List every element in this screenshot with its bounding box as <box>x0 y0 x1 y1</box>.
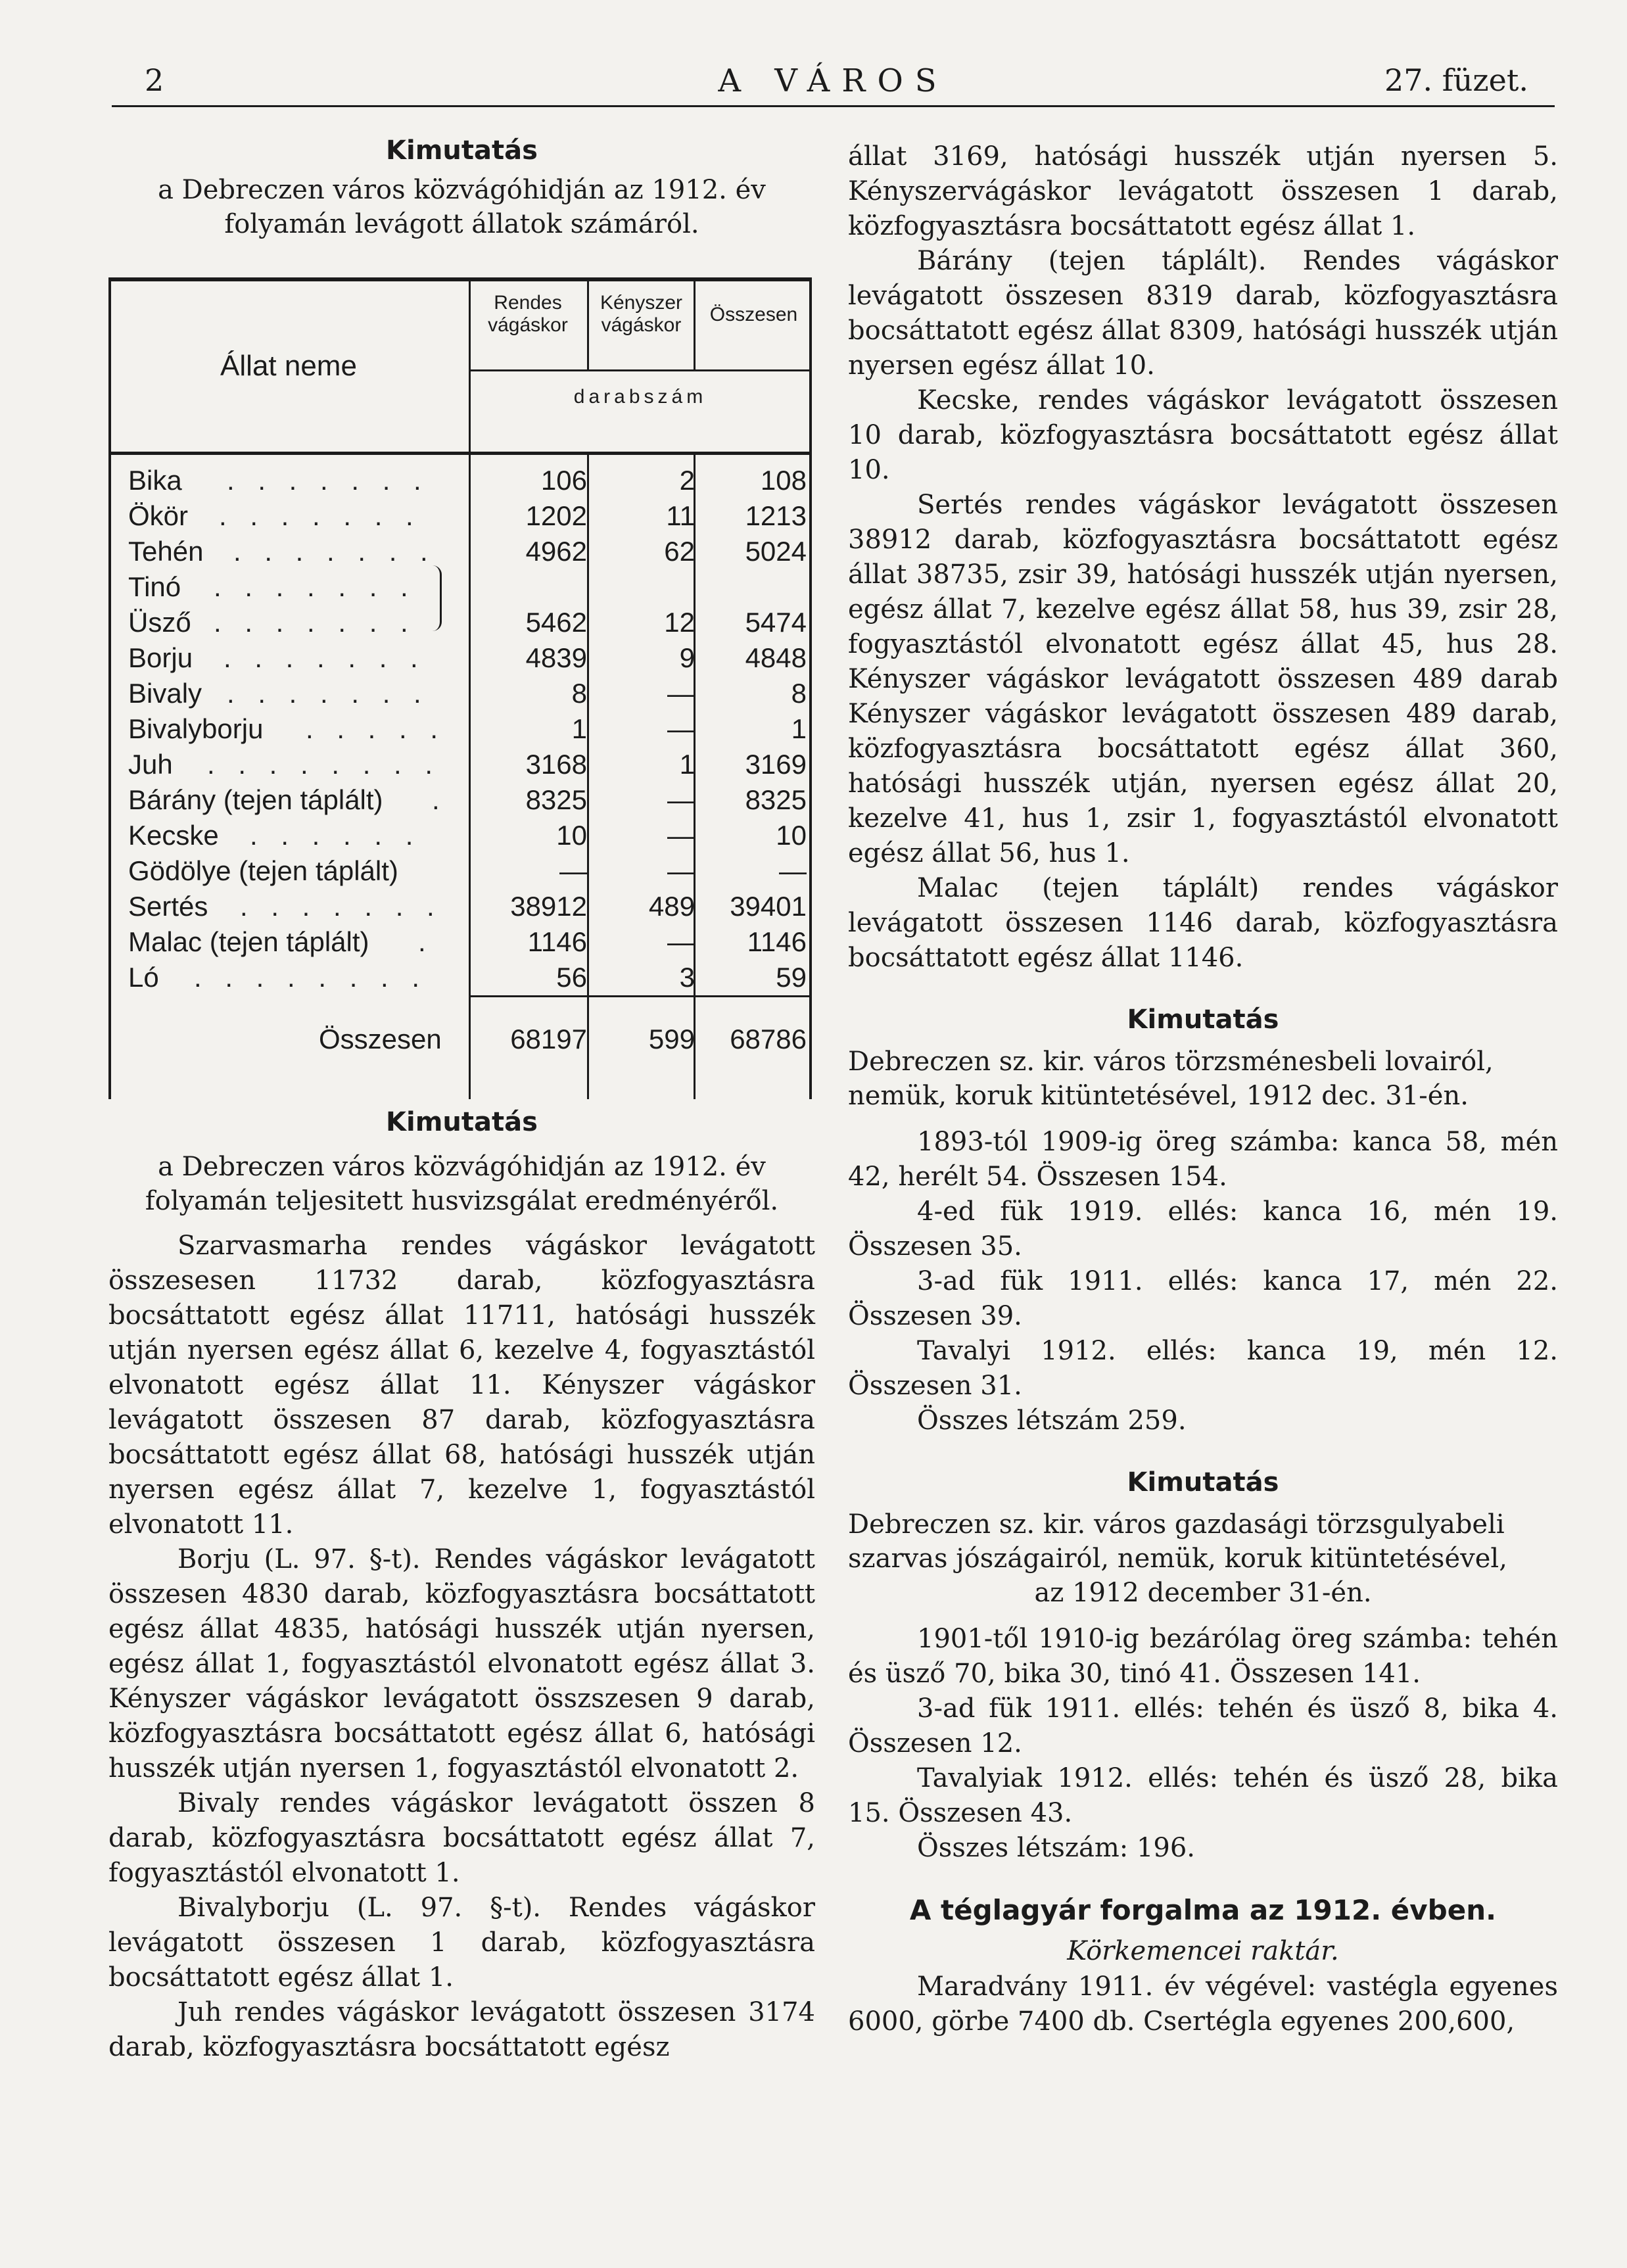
section-heading: Kimutatás <box>386 1107 538 1137</box>
issue-number: 27. füzet. <box>1384 62 1528 98</box>
section-subtitle-line: folyamán levágott állatok számáról. <box>224 209 699 239</box>
row-name: Bika <box>128 465 182 496</box>
table-row <box>108 607 812 644</box>
row-regular: 3168 <box>525 749 587 780</box>
header-rule <box>112 105 1555 107</box>
section-subheading: Körkemencei raktár. <box>1067 1936 1339 1966</box>
row-forced: — <box>667 784 695 815</box>
col-header-line: vágáskor <box>601 314 682 336</box>
row-dots: . . . . . . <box>250 820 421 851</box>
row-total: 8 <box>791 678 807 709</box>
table-row <box>108 855 812 892</box>
table-row <box>108 820 812 857</box>
table-header-rule <box>469 369 812 371</box>
row-dots: . . . . . <box>306 713 446 744</box>
col-header-regular <box>469 292 587 337</box>
row-forced: 1 <box>679 749 695 780</box>
row-name: Kecske <box>128 820 219 851</box>
paragraph: Borju (L. 97. §-t). Rendes vágáskor levágatott összesen 4830 darab, közfogyasztásra bocsáttatott egész állat 4835, hatósági husszék utján nyersen, egész állat 1, fogyasztástól elvonatott egész állat 3. Kényszer vágáskor levágatott összszesen 9 darab, közfogyasztásra bocsáttatott egész állat 6, hatósági husszék utján nyersen 1, fogyasztástól elvonatott 2. <box>108 1544 815 1784</box>
row-total: 39401 <box>730 891 807 922</box>
table-row <box>108 962 812 999</box>
total-regular: 68197 <box>510 1024 587 1054</box>
row-forced: — <box>667 678 695 709</box>
row-total: 108 <box>760 465 807 496</box>
table-row <box>108 500 812 537</box>
row-name: Bivalyborju <box>128 713 264 744</box>
row-dots: . . . . . . . <box>227 678 429 709</box>
row-regular: 1146 <box>527 926 587 957</box>
row-regular: 8325 <box>525 784 587 815</box>
section-heading: Kimutatás <box>1127 1467 1279 1498</box>
row-regular: 10 <box>556 820 587 851</box>
col-header-forced <box>589 292 694 337</box>
slaughter-table <box>108 277 812 1093</box>
list-line: Összes létszám 259. <box>917 1406 1187 1436</box>
row-name: Üsző <box>128 607 191 638</box>
right-column <box>848 131 1558 2039</box>
row-regular: 5462 <box>525 607 587 638</box>
section-subtitle-line: az 1912 december 31-én. <box>1034 1578 1372 1608</box>
row-total: — <box>779 855 807 886</box>
publication-title: A VÁROS <box>718 62 949 99</box>
row-brace <box>431 565 442 631</box>
row-dots: . . . . . . . <box>214 607 416 638</box>
table-row <box>108 642 812 679</box>
row-name: Ló <box>128 962 159 993</box>
row-total: 4848 <box>745 642 807 673</box>
paragraph: állat 3169, hatósági husszék utján nyersen 5. Kényszervágáskor levágatott összesen 1 darab, közfogyasztásra bocsáttatott egész állat 1. <box>848 141 1558 241</box>
row-regular: 4839 <box>525 642 587 673</box>
col-header-animal: Állat neme <box>220 350 357 382</box>
row-forced: 2 <box>679 465 695 496</box>
row-total: 1146 <box>747 926 807 957</box>
row-forced: 62 <box>664 536 695 567</box>
row-forced: 489 <box>648 891 695 922</box>
row-name: Gödölye (tejen táplált) <box>128 855 398 886</box>
row-name: Ökör <box>128 500 189 531</box>
row-forced: 12 <box>664 607 695 638</box>
table-row <box>108 465 812 502</box>
row-forced: — <box>667 713 695 744</box>
row-total: 5024 <box>745 536 807 567</box>
list-line: 1893-tól 1909-ig öreg számba: kanca 58, mén 42, herélt 54. Összesen 154. <box>848 1127 1558 1192</box>
table-row <box>108 536 812 573</box>
row-forced: 3 <box>679 962 695 993</box>
row-name: Malac (tejen táplált) <box>128 926 369 957</box>
row-regular: 8 <box>571 678 587 709</box>
row-total: 8325 <box>745 784 807 815</box>
col-header-line: Kényszer <box>600 292 683 314</box>
paragraph: Sertés rendes vágáskor levágatott összesen 38912 darab, közfogyasztásra bocsáttatott egész állat 38735, zsir 39, hatósági husszék utján nyersen, egész állat 7, kezelve egész állat 58, hus 39, zsir 28, fogyasztástól elvonatott egész állat 45, hus 28. Kényszer vágáskor levágatott összesen 489 darab Kényszer vágáskor levágatott összesen 489 darab, közfogyasztásra bocsáttatott egész állat 360, hatósági husszék utján, nyersen egész állat 20, kezelve 41, hus 1, zsir 1, fogyasztástól elvonatott egész állat 56, hus 1. <box>848 490 1558 868</box>
paragraph: Kecske, rendes vágáskor levágatott összesen 10 darab, közfogyasztásra bocsáttatott egész állat 10. <box>848 385 1558 485</box>
list-line: Tavalyi 1912. ellés: kanca 19, mén 12. Összesen 31. <box>848 1336 1558 1401</box>
table-row <box>108 749 812 786</box>
paragraph: Malac (tejen táplált) rendes vágáskor levágatott összesen 1146 darab, közfogyasztásra bocsáttatott egész állat 1146. <box>848 873 1558 973</box>
section-heading: A téglagyár forgalma az 1912. évben. <box>909 1894 1497 1926</box>
row-total: 5474 <box>745 607 807 638</box>
row-name: Sertés <box>128 891 208 922</box>
section-subtitle-line: folyamán teljesitett husvizsgálat eredményéről. <box>145 1186 779 1216</box>
paragraph: Szarvasmarha rendes vágáskor levágatott összesesen 11732 darab, közfogyasztásra bocsáttatott egész állat 11711, hatósági husszék utján nyersen egész állat 6, kezelve 4, fogyasztástól elvonatott egész állat 11. Kényszer vágáskor levágatott összesen 87 darab, közfogyasztásra bocsáttatott egész állat 68, hatósági husszék utján nyersen egész állat 7, kezelve 1, fogyasztástól elvonatott 11. <box>108 1231 815 1540</box>
section-subtitle-line: a Debreczen város közvágóhidján az 1912. év <box>158 175 766 205</box>
row-regular: 1202 <box>525 500 587 531</box>
row-dots: . . . . . . . <box>240 891 442 922</box>
row-name: Juh <box>128 749 173 780</box>
list-line: Összes létszám: 196. <box>917 1833 1196 1863</box>
row-dots: . . . . . . . . <box>194 962 428 993</box>
list-line: 4-ed fük 1919. ellés: kanca 16, mén 19. Összesen 35. <box>848 1196 1558 1262</box>
table-row <box>108 926 812 963</box>
row-dots: . . . . . . . <box>219 500 421 531</box>
left-column <box>108 131 815 2065</box>
table-total-row <box>108 1024 812 1060</box>
table-row <box>108 784 812 821</box>
row-regular: — <box>559 855 587 886</box>
section-subtitle-line: a Debreczen város közvágóhidján az 1912. év <box>158 1152 766 1182</box>
paragraph: Juh rendes vágáskor levágatott összesen 3174 darab, közfogyasztásra bocsáttatott egész <box>108 1997 815 2062</box>
row-forced: — <box>667 820 695 851</box>
col-header-line: Rendes <box>494 292 562 314</box>
row-total: 10 <box>776 820 807 851</box>
row-forced: 9 <box>679 642 695 673</box>
row-dots: . <box>418 926 434 957</box>
page-number: 2 <box>145 62 164 98</box>
col-header-unit: darabszám <box>573 386 707 408</box>
list-line: 3-ad fük 1911. ellés: tehén és üsző 8, bika 4. Összesen 12. <box>848 1693 1558 1759</box>
table-row <box>108 713 812 750</box>
row-name: Borju <box>128 642 193 673</box>
table-top-rule <box>108 277 812 281</box>
list-line: Tavalyiak 1912. ellés: tehén és üsző 28, bika 15. Összesen 43. <box>848 1763 1558 1828</box>
row-dots: . . . . . . . <box>227 465 429 496</box>
row-name: Bivaly <box>128 678 202 709</box>
row-dots: . . . . . . . <box>233 536 436 567</box>
row-total: 59 <box>776 962 807 993</box>
row-regular: 4962 <box>525 536 587 567</box>
row-dots: . <box>432 784 448 815</box>
total-sum: 68786 <box>730 1024 807 1054</box>
table-header-rule <box>108 452 812 455</box>
col-header-total: Összesen <box>709 304 798 325</box>
row-name: Tehén <box>128 536 204 567</box>
row-name: Bárány (tejen táplált) <box>128 784 383 815</box>
paragraph: Bárány (tejen táplált). Rendes vágáskor levágatott összesen 8319 darab, közfogyasztásra bocsáttatott egész állat 8309, hatósági husszék utján nyersen egész állat 10. <box>848 246 1558 381</box>
section-heading: Kimutatás <box>1127 1004 1279 1035</box>
paragraph: Bivalyborju (L. 97. §-t). Rendes vágáskor levágatott összesen 1 darab, közfogyasztásra bocsáttatott egész állat 1. <box>108 1893 815 1993</box>
row-forced: 11 <box>666 500 695 531</box>
paragraph: Bivaly rendes vágáskor levágatott összen 8 darab, közfogyasztásra bocsáttatott egész állat 7, fogyasztástól elvonatott 1. <box>108 1788 815 1888</box>
row-regular: 56 <box>556 962 587 993</box>
col-header-line: vágáskor <box>488 314 568 336</box>
list-line: 1901-től 1910-ig bezárólag öreg számba: tehén és üsző 70, bika 30, tinó 41. Összesen 141. <box>848 1624 1558 1689</box>
paragraph: Maradvány 1911. év végével: vastégla egyenes 6000, görbe 7400 db. Csertégla egyenes 200,600, <box>848 1972 1558 2037</box>
total-forced: 599 <box>648 1024 695 1054</box>
row-forced: — <box>667 926 695 957</box>
running-header <box>112 62 1555 108</box>
row-total: 3169 <box>745 749 807 780</box>
row-total: 1 <box>791 713 807 744</box>
row-regular: 106 <box>540 465 587 496</box>
list-line: 3-ad fük 1911. ellés: kanca 17, mén 22. Összesen 39. <box>848 1266 1558 1331</box>
section-subtitle: Debreczen sz. kir. város törzsménesbeli lovairól, nemük, koruk kitüntetésével, 1912 dec. 31-én. <box>848 1047 1494 1111</box>
row-dots: . . . . . . . . <box>207 749 441 780</box>
table-row <box>108 678 812 715</box>
section-subtitle-line: Debreczen sz. kir. város gazdasági törzsgulyabeli szarvas jószágairól, nemük, koruk kitüntetésével, <box>848 1509 1507 1574</box>
row-regular: 38912 <box>510 891 587 922</box>
row-forced: — <box>667 855 695 886</box>
section-heading: Kimutatás <box>386 135 538 166</box>
row-dots: . . . . . . . <box>214 571 416 602</box>
table-row <box>108 891 812 928</box>
row-name: Tinó <box>128 571 181 602</box>
row-dots: . . . . . . . <box>224 642 426 673</box>
table-row <box>108 571 812 608</box>
row-regular: 1 <box>571 713 587 744</box>
total-label: Összesen <box>319 1024 442 1054</box>
row-total: 1213 <box>745 500 807 531</box>
